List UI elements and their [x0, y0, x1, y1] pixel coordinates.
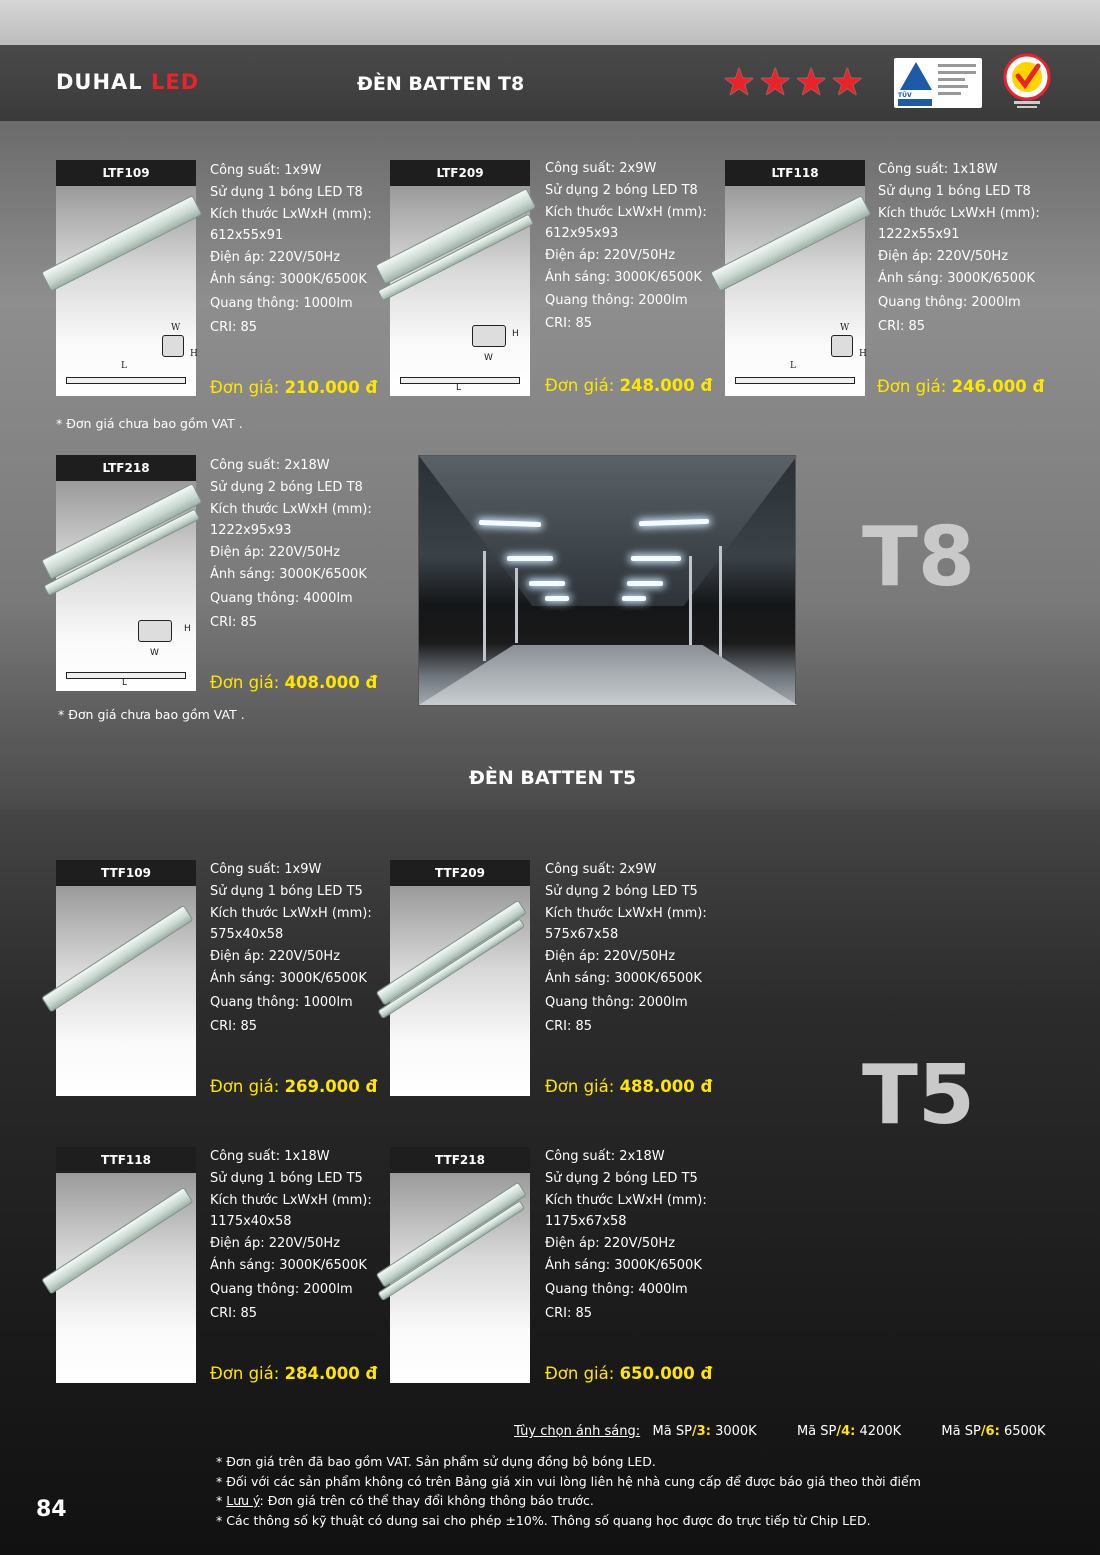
tuv-certified-icon: TÜV: [894, 58, 982, 108]
product-price-ttf218: Đơn giá: 650.000 đ: [545, 1364, 713, 1383]
page-number: 84: [36, 1497, 67, 1522]
brand-logo: DUHAL LED: [56, 70, 200, 94]
installation-photo: [418, 455, 796, 706]
product-card-ltf118: [725, 160, 865, 396]
t8-big-label: T8: [862, 510, 975, 605]
vat-note: * Đơn giá chưa bao gồm VAT .: [56, 416, 243, 431]
product-code: LTF218: [56, 455, 196, 481]
dimension-drawing: W H L: [400, 317, 520, 384]
product-image: [56, 481, 196, 691]
product-code: LTF209: [390, 160, 530, 186]
product-price-ltf109: Đơn giá: 210.000 đ: [210, 378, 378, 397]
t8-section-title: ĐÈN BATTEN T8: [357, 73, 525, 95]
product-specs-ltf209: Công suất: 2x9W Sử dụng 2 bóng LED T8 Kích thước LxWxH (mm): 612x95x93 Điện áp: 220V/50Hz Ánh sáng: 3000K/6500K Quang thông: 2000lm CRI: 85: [545, 161, 707, 331]
product-specs-ttf209: Công suất: 2x9W Sử dụng 2 bóng LED T5 Kích thước LxWxH (mm): 575x67x58 Điện áp: 220V/50Hz Ánh sáng: 3000K/6500K Quang thông: 2000lm CRI: 85: [545, 862, 707, 1034]
product-specs-ltf118: Công suất: 1x18W Sử dụng 1 bóng LED T8 Kích thước LxWxH (mm): 1222x55x91 Điện áp: 220V/50Hz Ánh sáng: 3000K/6500K Quang thông: 2000lm CRI: 85: [878, 162, 1040, 334]
product-card-ttf118: [56, 1147, 196, 1383]
vietnam-quality-badge-icon: [1000, 52, 1054, 110]
star-icon: ★: [722, 60, 757, 104]
product-image: [56, 1173, 196, 1383]
product-specs-ttf218: Công suất: 2x18W Sử dụng 2 bóng LED T5 Kích thước LxWxH (mm): 1175x67x58 Điện áp: 220V/50Hz Ánh sáng: 3000K/6500K Quang thông: 4000lm CRI: 85: [545, 1149, 707, 1321]
star-icon: ★: [794, 60, 829, 104]
star-icon: ★: [830, 60, 865, 104]
product-image: [390, 186, 530, 396]
product-code: LTF109: [56, 160, 196, 186]
product-price-ttf109: Đơn giá: 269.000 đ: [210, 1077, 378, 1096]
product-code: LTF118: [725, 160, 865, 186]
product-code: TTF209: [390, 860, 530, 886]
product-image: [390, 1173, 530, 1383]
product-specs-ttf118: Công suất: 1x18W Sử dụng 1 bóng LED T5 Kích thước LxWxH (mm): 1175x40x58 Điện áp: 220V/50Hz Ánh sáng: 3000K/6500K Quang thông: 2000lm CRI: 85: [210, 1149, 372, 1321]
t5-section-title: ĐÈN BATTEN T5: [469, 767, 637, 789]
dimension-drawing: W H L: [66, 612, 186, 679]
footnotes: * Đơn giá trên đã bao gồm VAT. Sản phẩm sử dụng đồng bộ bóng LED. * Đối với các sản phẩm không có trên Bảng giá xin vui lòng liên hệ nhà cung cấp để được báo giá theo thời điểm * Lưu ý: Đơn giá trên có thể thay đổi không thông báo trước. * Các thông số kỹ thuật có dung sai cho phép ±10%. Thông số quang học được đo trực tiếp từ Chip LED.: [216, 1454, 921, 1528]
light-options: Tùy chọn ánh sáng: Mã SP/3: 3000K Mã SP/4: 4200K Mã SP/6: 6500K: [514, 1424, 1046, 1439]
dimension-drawing: W H L: [66, 331, 186, 384]
t5-big-label: T5: [862, 1048, 975, 1143]
product-specs-ttf109: Công suất: 1x9W Sử dụng 1 bóng LED T5 Kích thước LxWxH (mm): 575x40x58 Điện áp: 220V/50Hz Ánh sáng: 3000K/6500K Quang thông: 1000lm CRI: 85: [210, 862, 372, 1034]
product-price-ttf209: Đơn giá: 488.000 đ: [545, 1077, 713, 1096]
product-code: TTF218: [390, 1147, 530, 1173]
product-price-ltf218: Đơn giá: 408.000 đ: [210, 673, 378, 692]
product-price-ttf118: Đơn giá: 284.000 đ: [210, 1364, 378, 1383]
product-card-ltf109: [56, 160, 196, 396]
tube-graphic: [41, 195, 202, 292]
product-code: TTF109: [56, 860, 196, 886]
product-card-ltf209: [390, 160, 530, 396]
product-image: [56, 886, 196, 1096]
star-icon: ★: [758, 60, 793, 104]
product-specs-ltf218: Công suất: 2x18W Sử dụng 2 bóng LED T8 Kích thước LxWxH (mm): 1222x95x93 Điện áp: 220V/50Hz Ánh sáng: 3000K/6500K Quang thông: 4000lm CRI: 85: [210, 458, 372, 630]
product-price-ltf209: Đơn giá: 248.000 đ: [545, 376, 713, 395]
dimension-drawing: W H L: [735, 331, 855, 384]
product-price-ltf118: Đơn giá: 246.000 đ: [877, 377, 1045, 396]
vat-note: * Đơn giá chưa bao gồm VAT .: [58, 707, 245, 722]
product-image: [390, 886, 530, 1096]
product-specs-ltf109: Công suất: 1x9W Sử dụng 1 bóng LED T8 Kích thước LxWxH (mm): 612x55x91 Điện áp: 220V/50Hz Ánh sáng: 3000K/6500K Quang thông: 1000lm CRI: 85: [210, 163, 372, 335]
product-card-ttf109: [56, 860, 196, 1096]
product-code: TTF118: [56, 1147, 196, 1173]
product-image: [725, 186, 865, 396]
product-card-ltf218: [56, 455, 196, 691]
product-image: [56, 186, 196, 396]
rating-stars: [722, 60, 865, 104]
product-card-ttf218: [390, 1147, 530, 1383]
product-card-ttf209: [390, 860, 530, 1096]
